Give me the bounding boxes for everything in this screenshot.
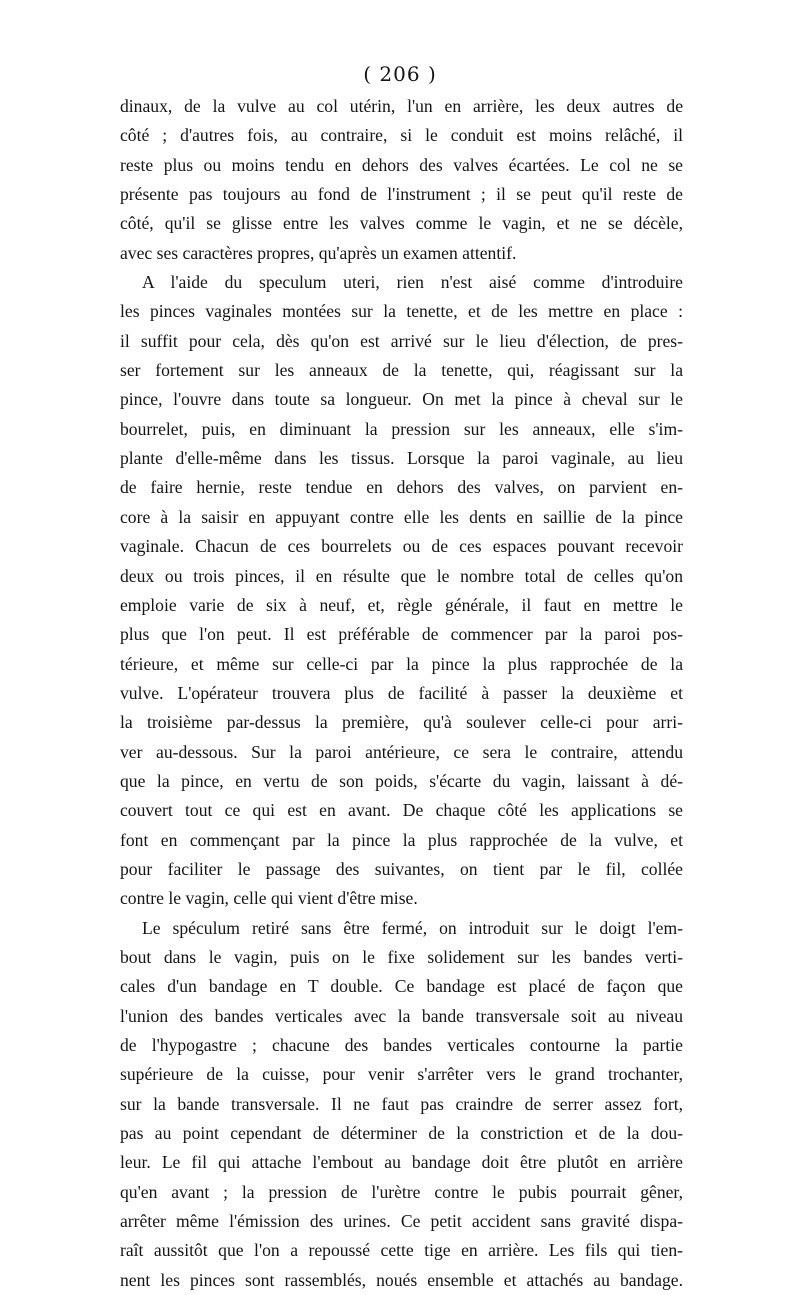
- text-line: bourrelet, puis, en diminuant la pression sur les anneaux, elle s'im-: [120, 418, 683, 439]
- text-line: raît aussitôt que l'on a repoussé cette tige en arrière. Les fils qui tien-: [120, 1240, 683, 1261]
- text-line: dinaux, de la vulve au col utérin, l'un en arrière, les deux autres de: [120, 96, 683, 116]
- text-line: l'union des bandes verticales avec la bande transversale soit au niveau: [120, 1005, 683, 1026]
- text-line: avec ses caractères propres, qu'après un examen attentif.: [120, 242, 517, 263]
- text-line: Le spéculum retiré sans être fermé, on introduit sur le doigt l'em-: [142, 917, 683, 938]
- text-line: térieure, et même sur celle-ci par la pince la plus rapprochée de la: [120, 653, 683, 674]
- body-text: [120, 92, 683, 1295]
- text-line: font en commençant par la pince la plus rapprochée de la vulve, et: [120, 829, 683, 850]
- text-line: bout dans le vagin, puis on le fixe solidement sur les bandes verti-: [120, 946, 683, 967]
- text-line: couvert tout ce qui est en avant. De chaque côté les applications se: [120, 800, 683, 821]
- text-line: cales d'un bandage en T double. Ce bandage est placé de façon que: [120, 976, 683, 997]
- text-line: supérieure de la cuisse, pour venir s'arrêter vers le grand trochanter,: [120, 1064, 683, 1085]
- text-line: ser fortement sur les anneaux de la tenette, qui, réagissant sur la: [120, 360, 683, 381]
- text-line: que la pince, en vertu de son poids, s'écarte du vagin, laissant à dé-: [120, 770, 683, 791]
- text-line: nent les pinces sont rassemblés, noués ensemble et attachés au bandage.: [120, 1269, 683, 1290]
- text-line: de l'hypogastre ; chacune des bandes verticales contourne la partie: [120, 1035, 683, 1055]
- text-line: de faire hernie, reste tendue en dehors des valves, on parvient en-: [120, 477, 683, 498]
- text-line: contre le vagin, celle qui vient d'être mise.: [120, 888, 418, 909]
- text-line: reste plus ou moins tendu en dehors des valves écartées. Le col ne se: [120, 154, 683, 175]
- text-line: sur la bande transversale. Il ne faut pas craindre de serrer assez fort,: [120, 1093, 683, 1114]
- text-line: vaginale. Chacun de ces bourrelets ou de ces espaces pouvant recevoir: [120, 536, 683, 557]
- text-line: il suffit pour cela, dès qu'on est arrivé sur le lieu d'élection, de pres-: [120, 330, 683, 351]
- text-line: côté ; d'autres fois, au contraire, si le conduit est moins relâché, il: [120, 125, 683, 146]
- page-number: ( 206 ): [363, 62, 437, 86]
- text-line: deux ou trois pinces, il en résulte que le nombre total de celles qu'on: [120, 565, 683, 586]
- text-line: pas au point cependant de déterminer de la constriction et de la dou-: [120, 1123, 683, 1144]
- text-line: A l'aide du speculum uteri, rien n'est aisé comme d'introduire: [142, 272, 683, 293]
- text-line: côté, qu'il se glisse entre les valves comme le vagin, et ne se décèle,: [120, 213, 683, 234]
- text-line: vulve. L'opérateur trouvera plus de facilité à passer la deuxième et: [120, 682, 683, 703]
- text-line: leur. Le fil qui attache l'embout au bandage doit être plutôt en arrière: [120, 1152, 683, 1173]
- text-line: plante d'elle-même dans les tissus. Lorsque la paroi vaginale, au lieu: [120, 448, 683, 469]
- text-line: la troisième par-dessus la première, qu'à soulever celle-ci pour arri-: [120, 712, 683, 733]
- text-line: pince, l'ouvre dans toute sa longueur. On met la pince à cheval sur le: [120, 389, 683, 410]
- text-line: les pinces vaginales montées sur la tenette, et de les mettre en place :: [120, 301, 683, 322]
- text-line: qu'en avant ; la pression de l'urètre contre le pubis pourrait gêner,: [120, 1181, 683, 1202]
- text-line: présente pas toujours au fond de l'instrument ; il se peut qu'il reste de: [120, 184, 683, 205]
- text-line: pour faciliter le passage des suivantes, on tient par le fil, collée: [120, 858, 683, 879]
- text-line: arrêter même l'émission des urines. Ce petit accident sans gravité dispa-: [120, 1211, 683, 1232]
- text-line: ver au-dessous. Sur la paroi antérieure, ce sera le contraire, attendu: [120, 741, 683, 762]
- text-line: emploie varie de six à neuf, et, règle générale, il faut en mettre le: [120, 594, 683, 615]
- text-line: plus que l'on peut. Il est préférable de commencer par la paroi pos-: [120, 624, 683, 645]
- text-line: core à la saisir en appuyant contre elle les dents en saillie de la pince: [120, 506, 683, 527]
